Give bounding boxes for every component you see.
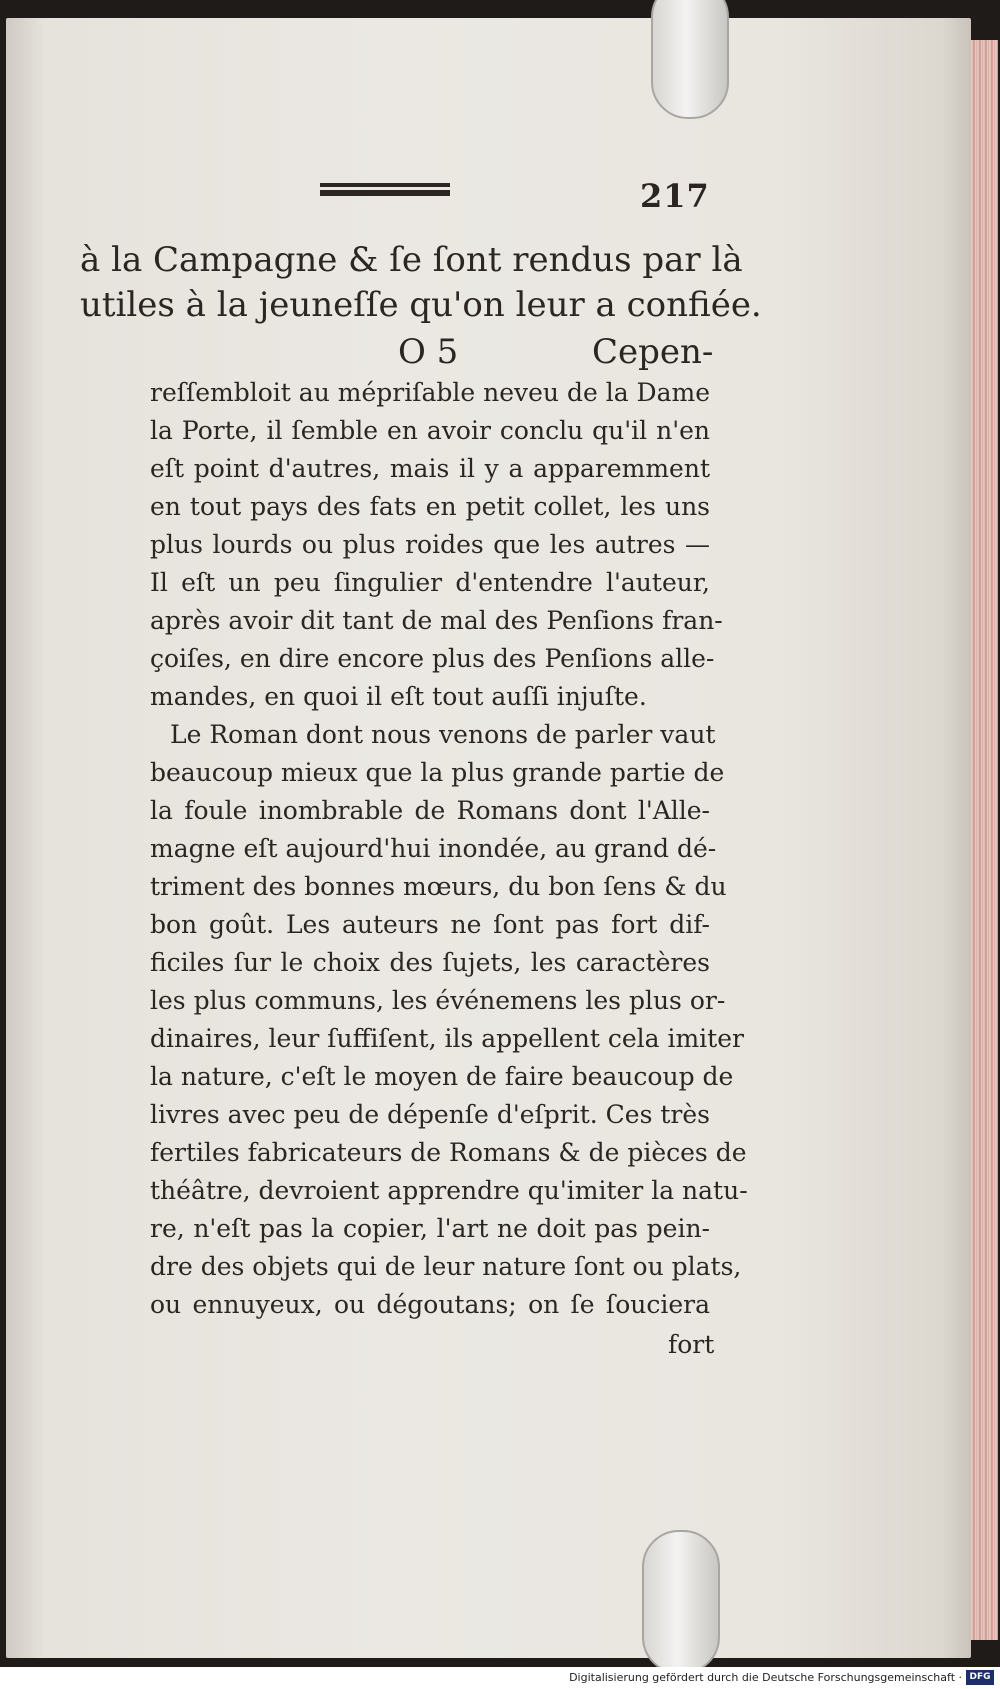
- rule-thin: [320, 183, 450, 187]
- body-line: triment des bonnes mœurs, du bon ſens & du: [150, 872, 727, 901]
- body-line: la foule inombrable de Romans dont l'Alle-: [150, 796, 710, 825]
- rule-thick: [320, 190, 450, 196]
- body-line: eſt point d'autres, mais il y a apparemment: [150, 454, 710, 483]
- body-line: les plus communs, les événemens les plus or-: [150, 986, 726, 1015]
- top-line-1: à la Campagne & ſe ſont rendus par là: [80, 240, 743, 280]
- body-line: bon goût. Les auteurs ne ſont pas fort dif-: [150, 910, 710, 939]
- page-number: 217: [640, 177, 710, 215]
- body-line: fertiles fabricateurs de Romans & de pièces de: [150, 1138, 747, 1167]
- body-line: re, n'eſt pas la copier, l'art ne doit pas pein-: [150, 1214, 710, 1243]
- header-rule: [320, 183, 450, 197]
- body-line: dre des objets qui de leur nature ſont ou plats,: [150, 1252, 742, 1281]
- body-line: livres avec peu de dépenſe d'eſprit. Ces très: [150, 1100, 710, 1129]
- body-line: beaucoup mieux que la plus grande partie de: [150, 758, 725, 787]
- body-line: magne eſt aujourd'hui inondée, au grand dé-: [150, 834, 717, 863]
- body-line: en tout pays des fats en petit collet, les uns: [150, 492, 710, 521]
- body-line: théâtre, devroient apprendre qu'imiter la natu-: [150, 1176, 748, 1205]
- body-line: Il eſt un peu ſingulier d'entendre l'auteur,: [150, 568, 710, 597]
- signature-mark: O 5: [398, 332, 459, 372]
- body-line: plus lourds ou plus roides que les autres —: [150, 530, 710, 559]
- footer-credit: Digitalisierung gefördert durch die Deutsche Forschungsgemeinschaft ·: [569, 1671, 962, 1684]
- body-line: Le Roman dont nous venons de parler vaut: [170, 720, 716, 749]
- digitization-footer: [0, 1667, 1000, 1689]
- body-line: mandes, en quoi il eſt tout auſſi injuſte.: [150, 682, 647, 711]
- body-line: ficiles ſur le choix des ſujets, les caractères: [150, 948, 710, 977]
- body-line: reſſembloit au mépriſable neveu de la Dame: [150, 378, 710, 407]
- top-clip: [651, 0, 729, 119]
- catchword-top: Cepen-: [592, 332, 714, 372]
- body-line: après avoir dit tant de mal des Penſions fran-: [150, 606, 723, 635]
- top-line-2: utiles à la jeuneſſe qu'on leur a confiée.: [80, 285, 762, 325]
- body-line: dinaires, leur ſuffiſent, ils appellent cela imiter: [150, 1024, 744, 1053]
- body-line: çoiſes, en dire encore plus des Penſions alle-: [150, 644, 715, 673]
- body-line: ou ennuyeux, ou dégoutans; on ſe ſouciera: [150, 1290, 710, 1319]
- catchword-bottom: fort: [668, 1330, 715, 1359]
- bottom-clip: [642, 1530, 720, 1674]
- body-line: la nature, c'eſt le moyen de faire beaucoup de: [150, 1062, 734, 1091]
- body-line: la Porte, il ſemble en avoir conclu qu'il n'en: [150, 416, 710, 445]
- dfg-logo: DFG: [966, 1670, 994, 1685]
